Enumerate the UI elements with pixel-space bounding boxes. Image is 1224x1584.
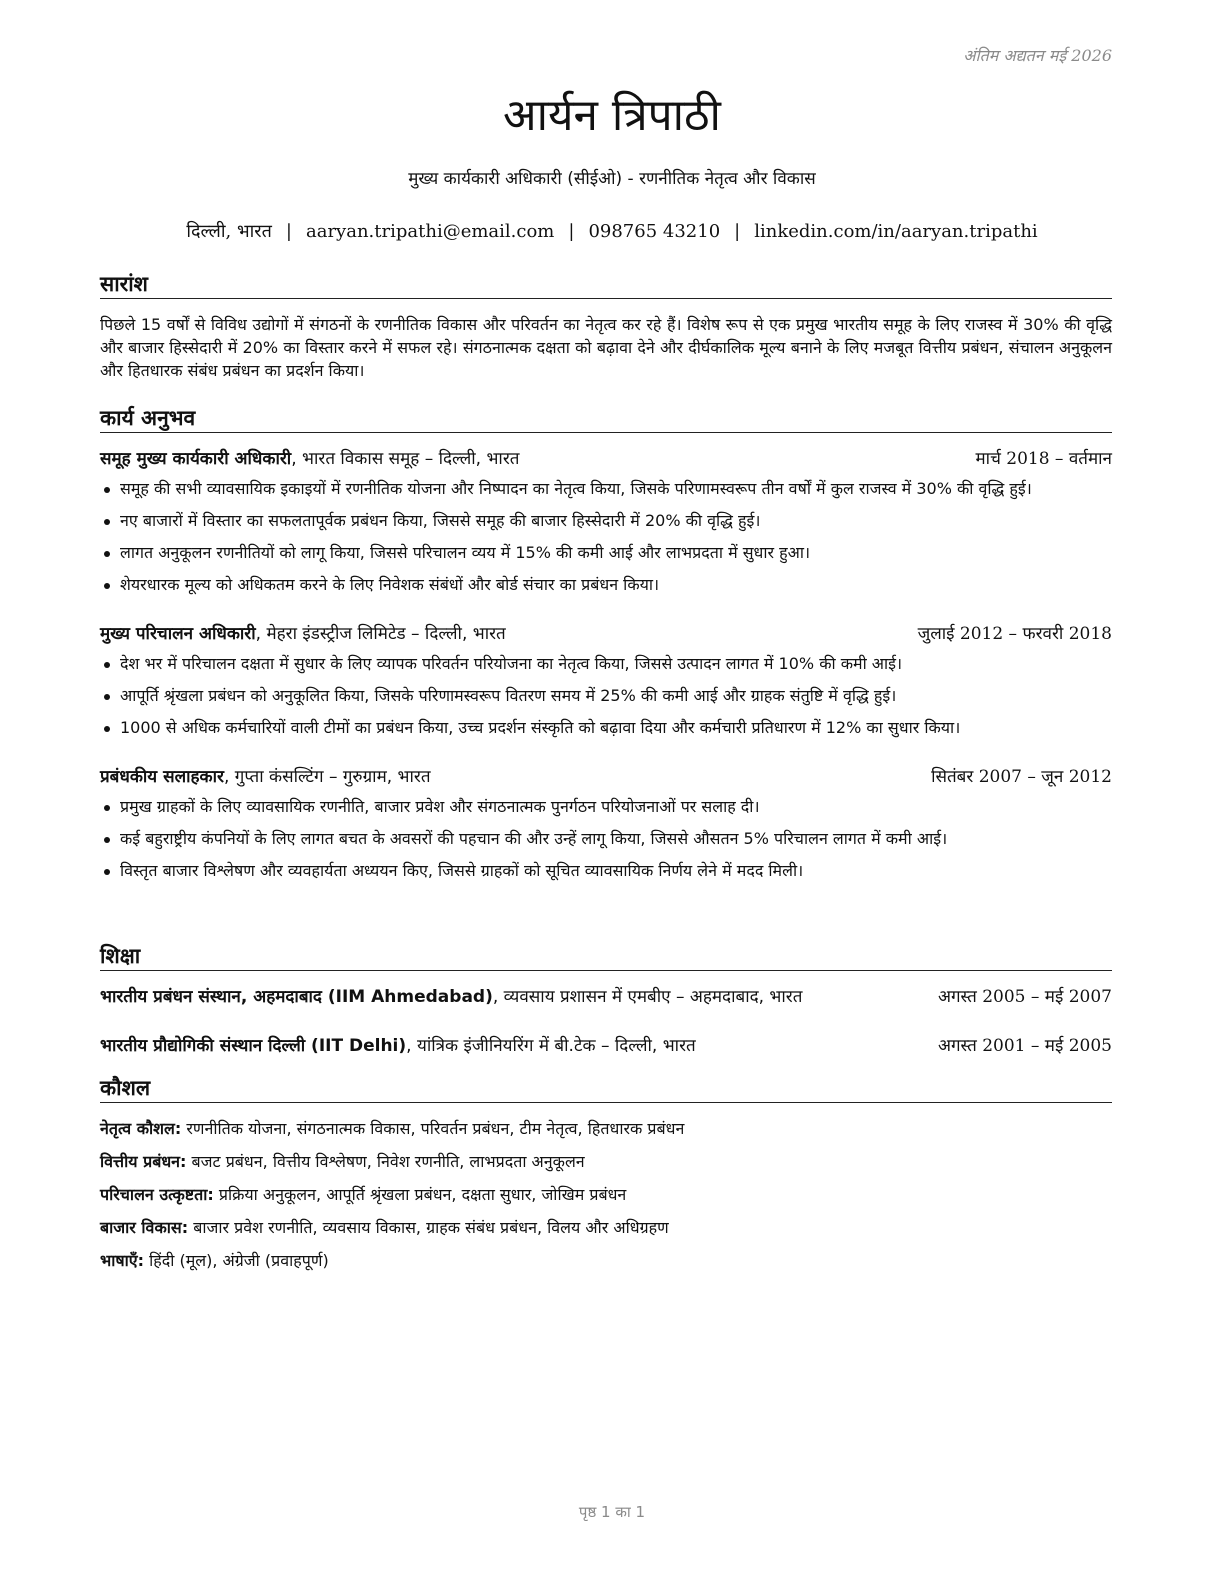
education-entry bbox=[100, 985, 1112, 1009]
job-entry bbox=[100, 765, 1112, 882]
skill-value: रणनीतिक योजना, संगठनात्मक विकास, परिवर्तन प्रबंधन, टीम नेतृत्व, हितधारक प्रबंधन bbox=[181, 1119, 685, 1138]
job-entry bbox=[100, 622, 1112, 739]
education-title-line bbox=[100, 1034, 696, 1058]
education-title: शिक्षा bbox=[100, 942, 1112, 971]
skill-line bbox=[100, 1216, 1112, 1239]
job-role: मुख्य परिचालन अधिकारी bbox=[100, 624, 256, 644]
candidate-subtitle: मुख्य कार्यकारी अधिकारी (सीईओ) - रणनीतिक नेतृत्व और विकास bbox=[408, 169, 816, 189]
skill-value: हिंदी (मूल), अंग्रेजी (प्रवाहपूर्ण) bbox=[144, 1251, 329, 1270]
job-bullet: शेयरधारक मूल्य को अधिकतम करने के लिए निवेशक संबंधों और बोर्ड संचार का प्रबंधन किया। bbox=[100, 573, 1112, 596]
skills-title: कौशल bbox=[100, 1074, 1112, 1103]
summary-section bbox=[100, 270, 1112, 382]
job-bullet: कई बहुराष्ट्रीय कंपनियों के लिए लागत बचत के अवसरों की पहचान की और उन्हें लागू किया, जिससे औसतन 5% परिचालन लागत में कमी आई। bbox=[100, 827, 1112, 850]
skill-line bbox=[100, 1249, 1112, 1272]
skill-value: प्रक्रिया अनुकूलन, आपूर्ति श्रृंखला प्रबंधन, दक्षता सुधार, जोखिम प्रबंधन bbox=[213, 1185, 627, 1204]
contact-linkedin[interactable]: linkedin.com/in/aaryan.tripathi bbox=[754, 221, 1038, 242]
job-bullet: लागत अनुकूलन रणनीतियों को लागू किया, जिससे परिचालन व्यय में 15% की कमी आई और लाभप्रदता में सुधार हुआ। bbox=[100, 541, 1112, 564]
job-header bbox=[100, 622, 1112, 646]
skill-label: वित्तीय प्रबंधन: bbox=[100, 1152, 187, 1171]
job-org: , गुप्ता कंसल्टिंग – गुरुग्राम, भारत bbox=[223, 767, 431, 787]
summary-text: पिछले 15 वर्षों से विविध उद्योगों में संगठनों के रणनीतिक विकास और परिवर्तन का नेतृत्व कर रहे हैं। विशेष रूप से एक प्रमुख भारतीय समूह के लिए राजस्व में 30% की वृद्धि और बाजार हिस्सेदारी में 20% का विस्तार करने में सफल रहे। संगठनात्मक दक्षता को बढ़ावा देने और दीर्घकालिक मूल्य बनाने के लिए मजबूत वित्तीय प्रबंधन, संचालन अनुकूलन और हितधारक संबंध प्रबंधन का प्रदर्शन किया। bbox=[100, 315, 1112, 380]
education-detail: , यांत्रिक इंजीनियरिंग में बी.टेक – दिल्ली, भारत bbox=[406, 1036, 696, 1056]
job-bullets bbox=[100, 652, 1112, 739]
skill-label: परिचालन उत्कृष्टता: bbox=[100, 1185, 214, 1204]
job-bullet: आपूर्ति श्रृंखला प्रबंधन को अनुकूलित किया, जिसके परिणामस्वरूप वितरण समय में 25% की कमी आई और ग्राहक संतुष्टि में वृद्धि हुई। bbox=[100, 684, 1112, 707]
experience-section bbox=[100, 404, 1112, 882]
job-entry bbox=[100, 447, 1112, 596]
job-role: समूह मुख्य कार्यकारी अधिकारी bbox=[100, 449, 292, 469]
education-institution: भारतीय प्रौद्योगिकी संस्थान दिल्ली (IIT Delhi) bbox=[100, 1036, 407, 1056]
job-role: प्रबंधकीय सलाहकार bbox=[100, 767, 224, 787]
job-bullet: विस्तृत बाजार विश्लेषण और व्यवहार्यता अध्ययन किए, जिससे ग्राहकों को सूचित व्यावसायिक निर्णय लेने में मदद मिली। bbox=[100, 859, 1112, 882]
education-date: अगस्त 2001 – मई 2005 bbox=[937, 1036, 1112, 1056]
contact-line bbox=[0, 220, 1224, 244]
skill-line bbox=[100, 1183, 1112, 1206]
job-title-line bbox=[100, 765, 431, 789]
job-date: मार्च 2018 – वर्तमान bbox=[975, 449, 1112, 469]
skill-line bbox=[100, 1150, 1112, 1173]
last-updated: अंतिम अद्यतन मई 2026 bbox=[963, 46, 1112, 65]
skill-label: भाषाएँ: bbox=[100, 1251, 145, 1270]
page-number: पृष्ठ 1 का 1 bbox=[578, 1503, 646, 1521]
education-detail: , व्यवसाय प्रशासन में एमबीए – अहमदाबाद, भारत bbox=[492, 987, 803, 1007]
contact-location: दिल्ली, भारत bbox=[186, 221, 272, 242]
job-title-line bbox=[100, 622, 506, 646]
contact-separator: | bbox=[568, 221, 575, 242]
candidate-name: आर्यन त्रिपाठी bbox=[503, 90, 721, 141]
job-org: , भारत विकास समूह – दिल्ली, भारत bbox=[291, 449, 520, 469]
skill-line bbox=[100, 1117, 1112, 1140]
experience-title: कार्य अनुभव bbox=[100, 404, 1112, 433]
job-bullets bbox=[100, 795, 1112, 882]
job-date: जुलाई 2012 – फरवरी 2018 bbox=[917, 624, 1112, 644]
education-section bbox=[100, 942, 1112, 1058]
job-org: , मेहरा इंडस्ट्रीज लिमिटेड – दिल्ली, भारत bbox=[255, 624, 506, 644]
education-institution: भारतीय प्रबंधन संस्थान, अहमदाबाद (IIM Ahmedabad) bbox=[100, 987, 493, 1007]
education-title-line bbox=[100, 985, 802, 1009]
job-bullet: देश भर में परिचालन दक्षता में सुधार के लिए व्यापक परिवर्तन परियोजना का नेतृत्व किया, जिससे उत्पादन लागत में 10% की कमी आई। bbox=[100, 652, 1112, 675]
contact-phone: 098765 43210 bbox=[588, 221, 721, 242]
job-bullet: समूह की सभी व्यावसायिक इकाइयों में रणनीतिक योजना और निष्पादन का नेतृत्व किया, जिसके परिणामस्वरूप तीन वर्षों में कुल राजस्व में 30% की वृद्धि हुई। bbox=[100, 477, 1112, 500]
contact-email[interactable]: aaryan.tripathi@email.com bbox=[305, 221, 555, 242]
summary-title: सारांश bbox=[100, 270, 1112, 299]
job-bullets bbox=[100, 477, 1112, 596]
skill-label: बाजार विकास: bbox=[100, 1218, 189, 1237]
skills-section bbox=[100, 1074, 1112, 1272]
skill-value: बजट प्रबंधन, वित्तीय विश्लेषण, निवेश रणनीति, लाभप्रदता अनुकूलन bbox=[186, 1152, 585, 1171]
skill-value: बाजार प्रवेश रणनीति, व्यवसाय विकास, ग्राहक संबंध प्रबंधन, विलय और अधिग्रहण bbox=[188, 1218, 669, 1237]
job-date: सितंबर 2007 – जून 2012 bbox=[931, 767, 1112, 787]
job-bullet: प्रमुख ग्राहकों के लिए व्यावसायिक रणनीति, बाजार प्रवेश और संगठनात्मक पुनर्गठन परियोजनाओं पर सलाह दी। bbox=[100, 795, 1112, 818]
job-header bbox=[100, 765, 1112, 789]
education-date: अगस्त 2005 – मई 2007 bbox=[937, 987, 1112, 1007]
contact-separator: | bbox=[734, 221, 741, 242]
job-header bbox=[100, 447, 1112, 471]
contact-separator: | bbox=[285, 221, 292, 242]
job-bullet: 1000 से अधिक कर्मचारियों वाली टीमों का प्रबंधन किया, उच्च प्रदर्शन संस्कृति को बढ़ावा दिया और कर्मचारी प्रतिधारण में 12% का सुधार किया। bbox=[100, 716, 1112, 739]
education-entry bbox=[100, 1034, 1112, 1058]
skill-label: नेतृत्व कौशल: bbox=[100, 1119, 182, 1138]
job-bullet: नए बाजारों में विस्तार का सफलतापूर्वक प्रबंधन किया, जिससे समूह की बाजार हिस्सेदारी में 20% की वृद्धि हुई। bbox=[100, 509, 1112, 532]
job-title-line bbox=[100, 447, 519, 471]
